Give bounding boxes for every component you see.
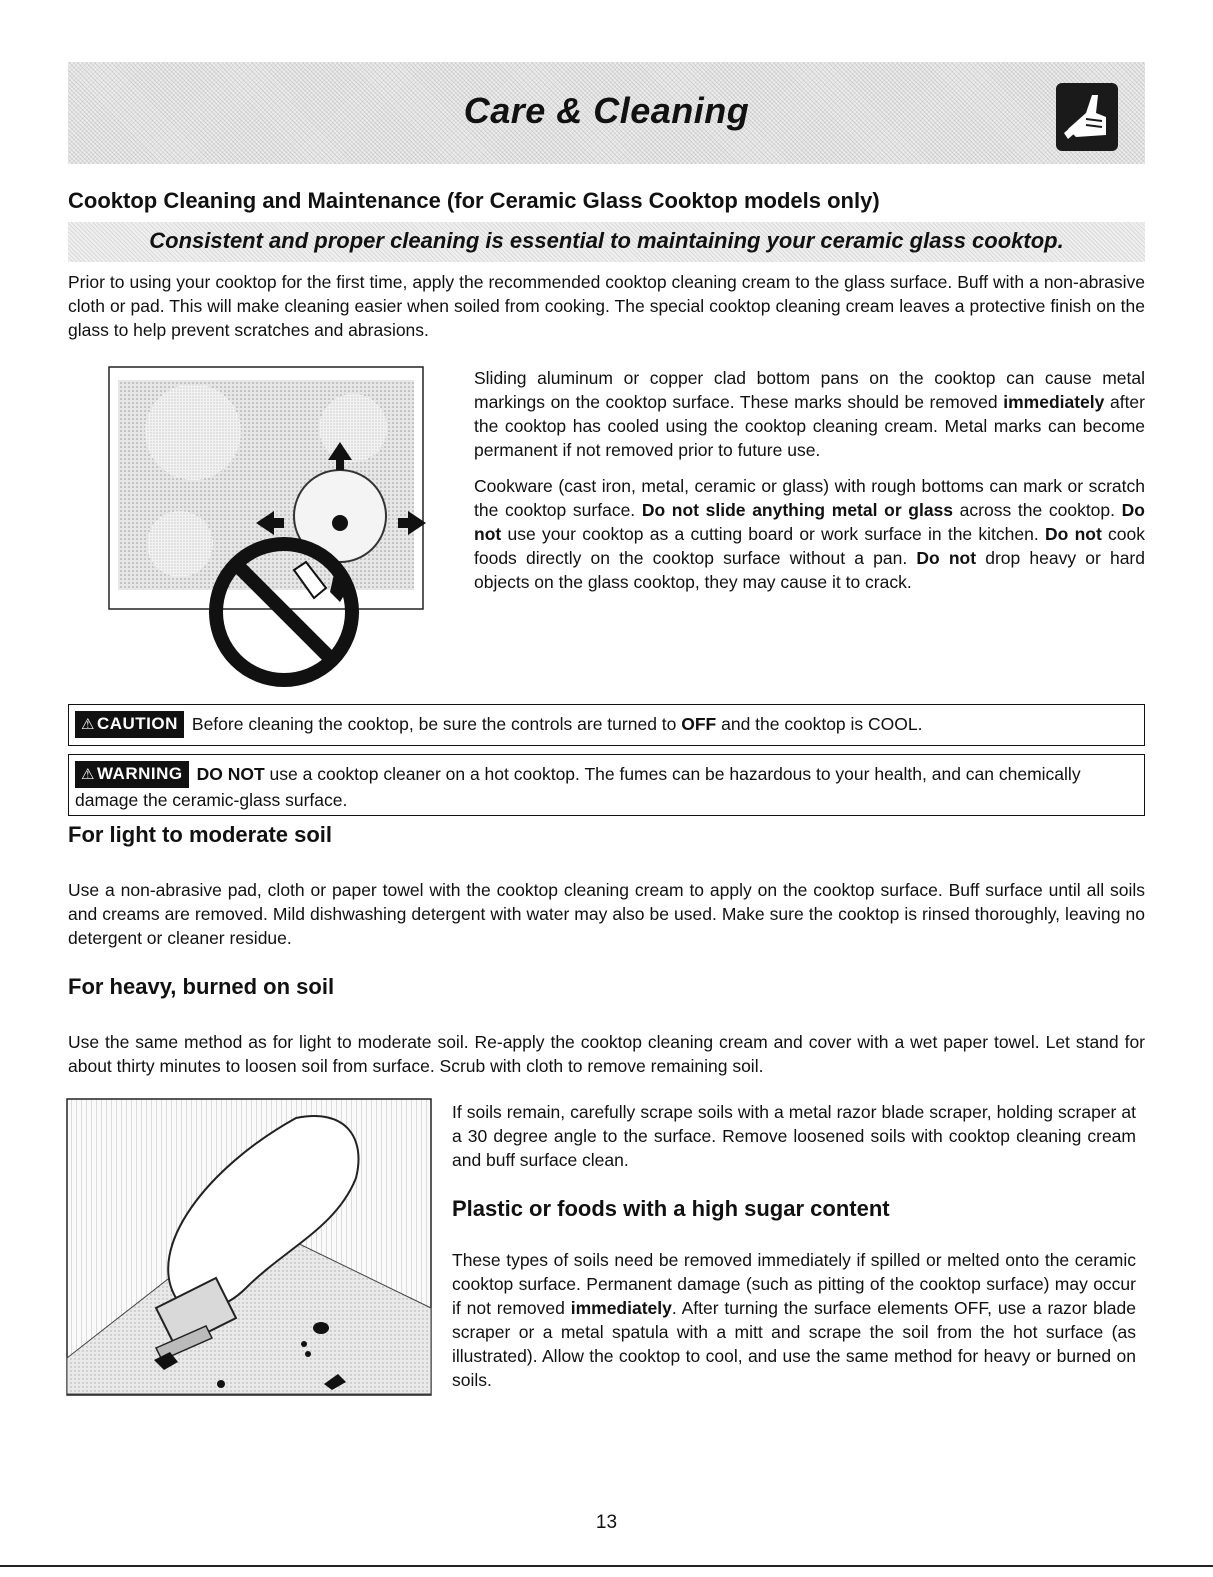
immediately-emphasis: immediately — [570, 1298, 672, 1318]
scraper-diagram — [66, 1098, 432, 1398]
do-not-emphasis: DO NOT — [196, 764, 265, 784]
section-title: Cooktop Cleaning and Maintenance (for Ceramic Glass Cooktop models only) — [68, 188, 880, 213]
light-soil-heading: For light to moderate soil — [68, 822, 333, 847]
cookware-text: Cookware (cast iron, metal, ceramic or glass) with rough bottoms can mark or scratch the cooktop surface. — [474, 476, 1145, 520]
header-banner — [68, 62, 1145, 164]
warning-triangle-icon: ⚠ — [81, 716, 95, 733]
section-subtitle: Consistent and proper cleaning is essential to maintaining your ceramic glass cooktop. — [149, 228, 1064, 253]
heavy-soil-heading: For heavy, burned on soil — [68, 974, 335, 999]
do-not-slide-emphasis: Do not slide anything metal or glass — [641, 500, 954, 520]
cooktop-no-slide-illustration — [108, 366, 432, 696]
page-title: Care & Cleaning — [463, 90, 750, 131]
immediately-emphasis: immediately — [1003, 392, 1105, 412]
light-soil-paragraph: Use a non-abrasive pad, cloth or paper towel with the cooktop cleaning cream to apply on the cooktop surface. Buff surface until all soils and creams are removed. Mild dishwashing detergent with water may also be used. Make sure the cooktop is rinsed thoroughly, leaving no detergent or cleaner residue. — [68, 880, 1145, 948]
bottom-rule — [0, 1565, 1213, 1567]
cooktop-diagram — [108, 366, 432, 696]
caution-label: CAUTION — [96, 714, 178, 733]
sugar-text: These types of soils need be removed immediately if spilled or melted onto the ceramic cooktop surface. Permanent damage (such as pitting of the cooktop surface) may occur if not removed — [452, 1250, 1136, 1318]
sugar-paragraph — [452, 1248, 1136, 1392]
intro-paragraph: Prior to using your cooktop for the first time, apply the recommended cooktop cleaning cream to the glass surface. Buff with a non-abrasive cloth or pad. This will make cleaning easier when soiled from cooking. The special cooktop cleaning cream leaves a protective finish on the glass to help prevent scratches and abrasions. — [68, 272, 1145, 340]
warning-text: use a cooktop cleaner on a hot cooktop. The fumes can be hazardous to your health, and can chemically damage the ceramic-glass surface. — [75, 764, 1081, 810]
sliding-text: Sliding aluminum or copper clad bottom pans on the cooktop can cause metal markings on the cooktop surface. These marks should be removed — [474, 368, 1145, 412]
cookware-text-4: cook foods directly on the cooktop surface without a pan. — [474, 524, 1145, 568]
warning-notice — [68, 754, 1145, 816]
scrape-paragraph: If soils remain, carefully scrape soils with a metal razor blade scraper, holding scraper at a 30 degree angle to the surface. Remove loosened soils with cooktop cleaning cream and buff surface clean. — [452, 1102, 1136, 1170]
caution-notice — [68, 704, 1145, 746]
scraper-illustration — [66, 1098, 432, 1398]
sliding-text-cont: after the cooktop has cooled using the cooktop cleaning cream. Metal marks can become permanent if not removed prior to future use. — [474, 392, 1145, 460]
cleaning-hand-icon — [1056, 83, 1118, 151]
cookware-text-2: across the cooktop. — [953, 500, 1122, 520]
do-not-emphasis-1: Do not — [474, 500, 1145, 544]
sliding-paragraph — [474, 366, 1145, 462]
sugar-heading: Plastic or foods with a high sugar content — [452, 1196, 890, 1221]
do-not-emphasis-2: Do not — [1044, 524, 1102, 544]
do-not-emphasis-3: Do not — [916, 548, 977, 568]
sliding-text-block — [474, 366, 1145, 594]
heavy-soil-paragraph: Use the same method as for light to moderate soil. Re-apply the cooktop cleaning cream and cover with a wet paper towel. Let stand for about thirty minutes to loosen soil from surface. Scrub with cloth to remove remaining soil. — [68, 1032, 1145, 1076]
cookware-text-3: use your cooktop as a cutting board or work surface in the kitchen. — [501, 524, 1045, 544]
cookware-paragraph — [474, 474, 1145, 594]
caution-text: Before cleaning the cooktop, be sure the controls are turned to — [191, 714, 682, 734]
caution-text-cont: and the cooktop is COOL. — [716, 714, 923, 734]
cookware-text-5: drop heavy or hard objects on the glass cooktop, they may cause it to crack. — [474, 548, 1145, 592]
warning-triangle-icon: ⚠ — [81, 766, 95, 783]
caution-badge — [75, 711, 184, 738]
warning-label: WARNING — [96, 764, 183, 783]
off-emphasis: OFF — [681, 714, 717, 734]
sugar-text-cont: . After turning the surface elements OFF, use a razor blade scraper or a metal spatula with a mitt and scrape the soil from the hot surface (as illustrated). Allow the cooktop to cool, and use the same method for heavy or burned on soils. — [452, 1298, 1136, 1390]
subtitle-banner — [68, 222, 1145, 262]
warning-badge — [75, 761, 189, 788]
page-number: 13 — [595, 1512, 618, 1533]
